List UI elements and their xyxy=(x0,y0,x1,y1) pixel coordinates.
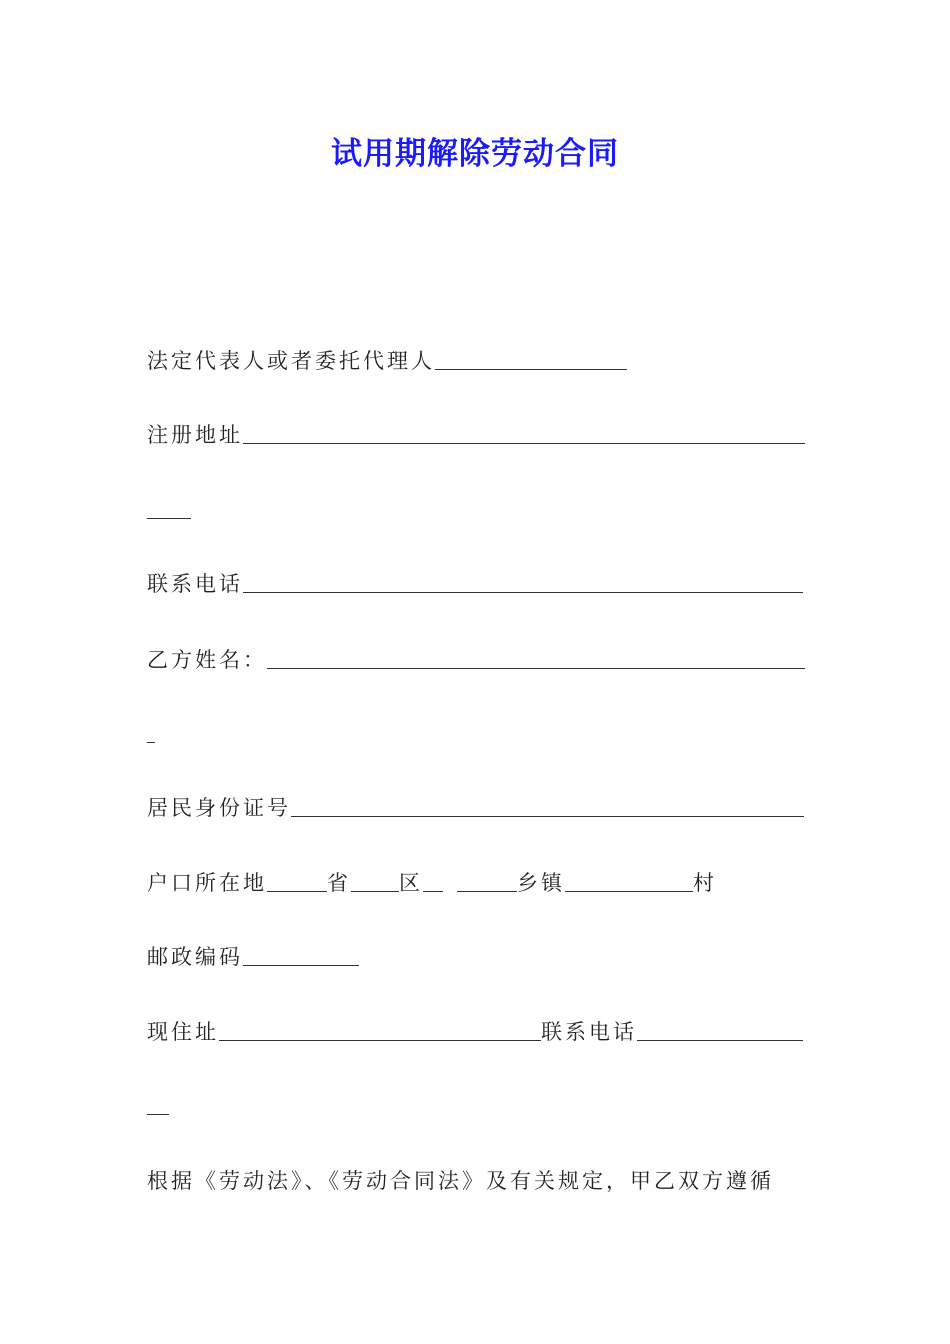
postcode-label: 邮政编码 xyxy=(147,945,243,969)
phone-label-2: 联系电话 xyxy=(541,1020,637,1044)
reg-address-label: 注册地址 xyxy=(147,423,243,447)
party-b-name-row xyxy=(147,643,805,675)
township-label: 乡镇 xyxy=(517,871,565,895)
township-blank[interactable] xyxy=(457,891,517,892)
postcode-blank[interactable] xyxy=(243,965,359,966)
phone-blank-2-cont[interactable] xyxy=(147,1114,169,1115)
document-title: 试用期解除劳动合同 xyxy=(331,136,619,172)
body-paragraph xyxy=(147,1164,774,1196)
legal-rep-label: 法定代表人或者委托代理人 xyxy=(147,349,435,373)
id-number-blank[interactable] xyxy=(291,816,804,817)
district-blank[interactable] xyxy=(351,891,399,892)
village-blank[interactable] xyxy=(565,891,693,892)
party-b-name-label: 乙方姓名： xyxy=(147,648,267,672)
village-label: 村 xyxy=(693,871,717,895)
postcode-row xyxy=(147,940,359,972)
phone-2-continuation xyxy=(147,1089,169,1121)
reg-address-blank[interactable] xyxy=(243,443,805,444)
district-label: 区 xyxy=(399,871,423,895)
legal-rep-blank[interactable] xyxy=(435,369,627,370)
phone-row xyxy=(147,567,803,599)
reg-address-continuation xyxy=(147,493,191,525)
phone-label: 联系电话 xyxy=(147,572,243,596)
province-label: 省 xyxy=(327,871,351,895)
province-blank[interactable] xyxy=(267,891,327,892)
phone-blank[interactable] xyxy=(243,592,803,593)
district-blank-2[interactable] xyxy=(423,891,443,892)
party-b-name-blank-cont[interactable] xyxy=(147,742,155,743)
id-number-row xyxy=(147,791,804,823)
reg-address-row xyxy=(147,418,805,450)
party-b-name-blank[interactable] xyxy=(267,668,805,669)
current-address-blank[interactable] xyxy=(219,1040,541,1041)
id-number-label: 居民身份证号 xyxy=(147,796,291,820)
phone-blank-2[interactable] xyxy=(637,1040,803,1041)
party-b-name-continuation xyxy=(147,717,155,749)
hukou-row xyxy=(147,866,717,898)
current-address-row xyxy=(147,1015,803,1047)
current-address-label: 现住址 xyxy=(147,1020,219,1044)
body-text: 根据《劳动法》、《劳动合同法》及有关规定，甲乙双方遵循 xyxy=(147,1169,774,1193)
hukou-label: 户口所在地 xyxy=(147,871,267,895)
legal-rep-row xyxy=(147,344,627,376)
reg-address-blank-cont[interactable] xyxy=(147,518,191,519)
